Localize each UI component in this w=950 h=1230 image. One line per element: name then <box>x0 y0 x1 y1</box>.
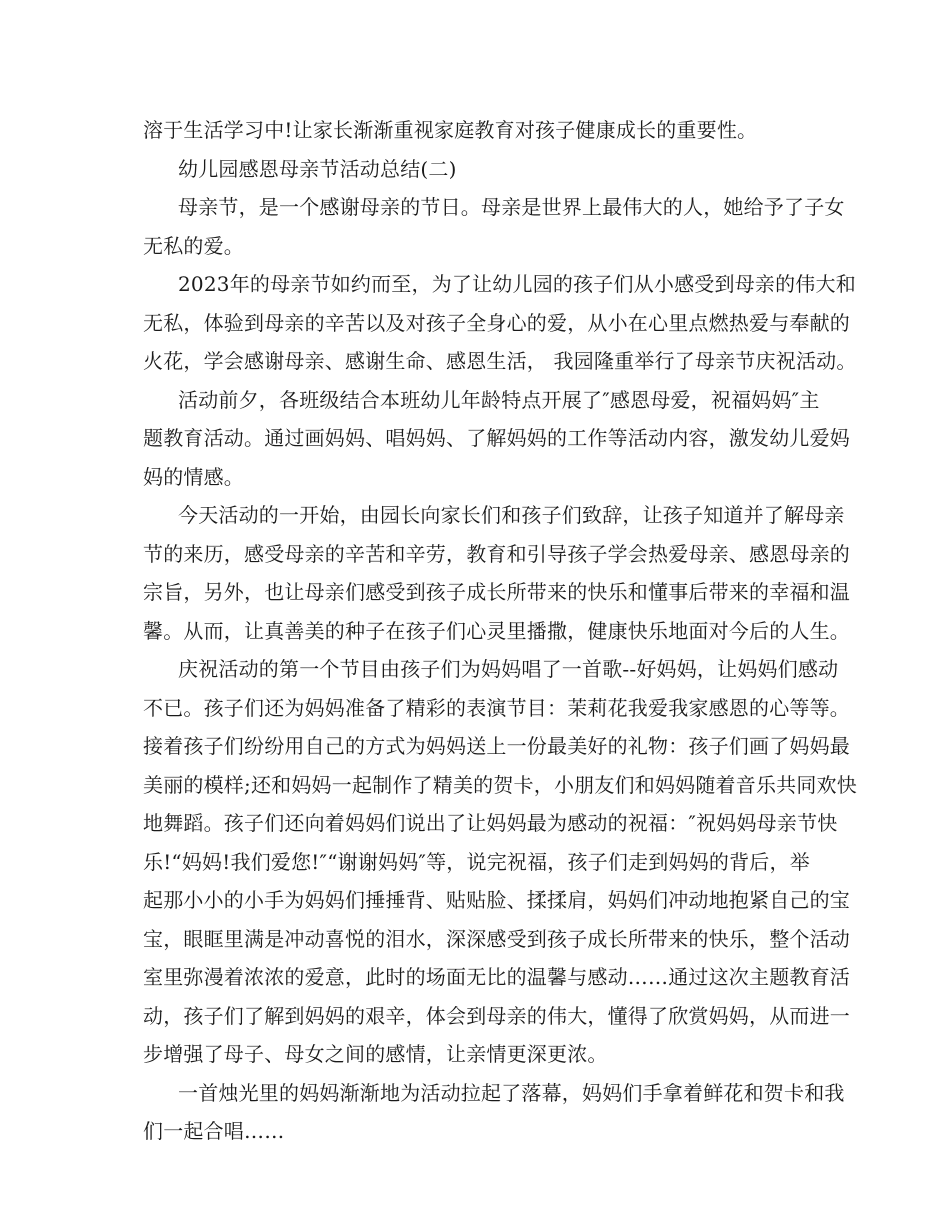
text-line: 节的来历，感受母亲的辛苦和辛劳，教育和引导孩子学会热爱母亲、感恩母亲的 <box>143 542 850 566</box>
text-line: 庆祝活动的第一个节目由孩子们为妈妈唱了一首歌--好妈妈，让妈妈们感动 <box>178 657 839 681</box>
text-line: 一首烛光里的妈妈渐渐地为活动拉起了落幕，妈妈们手拿着鲜花和贺卡和我 <box>178 1081 845 1105</box>
text-line: 溶于生活学习中!让家长渐渐重视家庭教育对孩子健康成长的重要性。 <box>143 118 758 142</box>
text-line: 起那小小的小手为妈妈们捶捶背、贴贴脸、揉揉肩，妈妈们冲动地抱紧自己的宝 <box>143 888 850 912</box>
text-line: 美丽的模样;还和妈妈一起制作了精美的贺卡，小朋友们和妈妈随着音乐共同欢快 <box>143 773 857 797</box>
text-line: 母亲节，是一个感谢母亲的节日。母亲是世界上最伟大的人，她给予了子女 <box>178 195 845 219</box>
text-line: 地舞蹈。孩子们还向着妈妈们说出了让妈妈最为感动的祝福：″祝妈妈母亲节快 <box>143 811 838 835</box>
text-line: 题教育活动。通过画妈妈、唱妈妈、了解妈妈的工作等活动内容，激发幼儿爱妈 <box>143 426 850 450</box>
text-line: 活动前夕，各班级结合本班幼儿年龄特点开展了″感恩母爱，祝福妈妈″主 <box>178 388 820 412</box>
text-line: 接着孩子们纷纷用自己的方式为妈妈送上一份最美好的礼物：孩子们画了妈妈最 <box>143 734 850 758</box>
text-line: 不已。孩子们还为妈妈准备了精彩的表演节目：茉莉花我爱我家感恩的心等等。 <box>143 696 850 720</box>
text-line: 步增强了母子、母女之间的感情，让亲情更深更浓。 <box>143 1042 608 1066</box>
text-line: 馨。从而，让真善美的种子在孩子们心灵里播撒，健康快乐地面对今后的人生。 <box>143 619 850 643</box>
text-line: 宝，眼眶里满是冲动喜悦的泪水，深深感受到孩子成长所带来的快乐，整个活动 <box>143 927 850 951</box>
text-line: 2023年的母亲节如约而至，为了让幼儿园的孩子们从小感受到母亲的伟大和 <box>178 272 856 296</box>
text-line: 妈的情感。 <box>143 465 244 489</box>
text-line: 无私的爱。 <box>143 234 244 258</box>
text-line: 宗旨，另外，也让母亲们感受到孩子成长所带来的快乐和懂事后带来的幸福和温 <box>143 580 850 604</box>
text-line: 动，孩子们了解到妈妈的艰辛，体会到母亲的伟大，懂得了欣赏妈妈，从而进一 <box>143 1004 850 1028</box>
text-line: 今天活动的一开始，由园长向家长们和孩子们致辞，让孩子知道并了解母亲 <box>178 503 845 527</box>
text-line: 们一起合唱…… <box>143 1119 285 1143</box>
text-line: 火花，学会感谢母亲、感谢生命、感恩生活， 我园隆重举行了母亲节庆祝活动。 <box>143 349 857 373</box>
text-line: 室里弥漫着浓浓的爱意，此时的场面无比的温馨与感动……通过这次主题教育活 <box>143 965 850 989</box>
section-heading: 幼儿园感恩母亲节活动总结(二) <box>178 157 457 181</box>
text-line: 乐!“妈妈!我们爱您!″“谢谢妈妈″等，说完祝福，孩子们走到妈妈的背后，举 <box>143 850 810 874</box>
text-line: 无私，体验到母亲的辛苦以及对孩子全身心的爱，从小在心里点燃热爱与奉献的 <box>143 311 850 335</box>
